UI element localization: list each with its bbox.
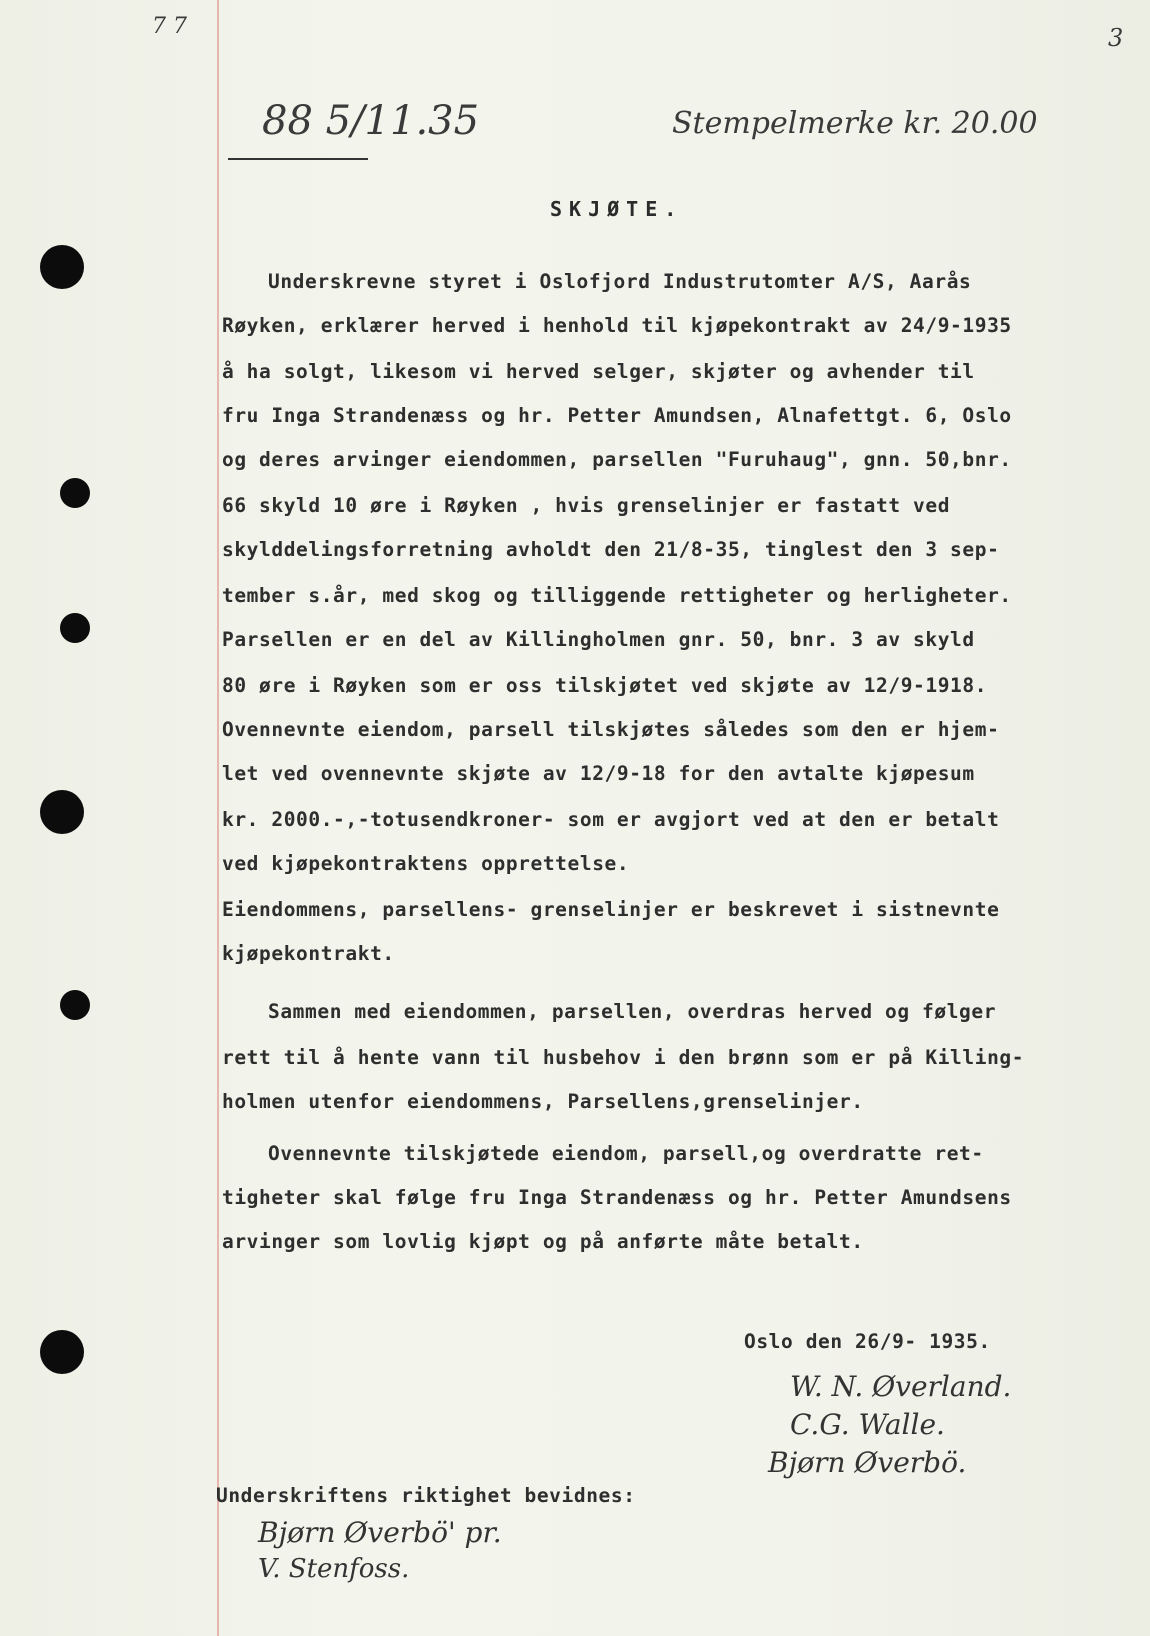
body-line: Underskrevne styret i Oslofjord Industrutomter A/S, Aarås [268,270,972,293]
document-title: SKJØTE. [550,197,684,221]
punch-hole [40,790,84,834]
punch-hole [60,990,90,1020]
punch-hole [60,478,90,508]
witness-signature: Bjørn Øverbö' pr. [258,1516,502,1549]
punch-hole [40,245,84,289]
page-number: 3 [1108,24,1124,52]
body-line: tigheter skal følge fru Inga Strandenæss og hr. Petter Amundsens [222,1186,1012,1209]
body-line: Eiendommens, parsellens- grenselinjer er beskrevet i sistnevnte [222,898,1000,921]
body-line: og deres arvinger eiendommen, parsellen "Furuhaug", gnn. 50,bnr. [222,448,1012,471]
body-line: Røyken, erklærer herved i henhold til kjøpekontrakt av 24/9-1935 [222,314,1012,337]
body-line: 66 skyld 10 øre i Røyken , hvis grenselinjer er fastatt ved [222,494,951,517]
body-line: skylddelingsforretning avholdt den 21/8-35, tinglest den 3 sep- [222,538,1000,561]
margin-line [217,0,219,1636]
body-line: arvinger som lovlig kjøpt og på anførte måte betalt. [222,1230,864,1253]
signature: Bjørn Øverbö. [768,1446,967,1479]
punch-hole [40,1330,84,1374]
signature: C.G. Walle. [790,1408,945,1441]
punch-hole [60,613,90,643]
body-line: holmen utenfor eiendommens, Parsellens,grenselinjer. [222,1090,864,1113]
body-line: Sammen med eiendommen, parsellen, overdras herved og følger [268,1000,997,1023]
signature: W. N. Øverland. [790,1370,1012,1403]
body-line: ved kjøpekontraktens opprettelse. [222,852,630,875]
body-line: å ha solgt, likesom vi herved selger, skjøter og avhender til [222,360,975,383]
body-line: fru Inga Strandenæss og hr. Petter Amundsen, Alnafettgt. 6, Oslo [222,404,1012,427]
body-line: let ved ovennevnte skjøte av 12/9-18 for den avtalte kjøpesum [222,762,975,785]
body-line: Parsellen er en del av Killingholmen gnr. 50, bnr. 3 av skyld [222,628,975,651]
attestation: Underskriftens riktighet bevidnes: [216,1484,636,1507]
body-line: kjøpekontrakt. [222,942,395,965]
body-line: Ovennevnte tilskjøtede eiendom, parsell,og overdratte ret- [268,1142,984,1165]
body-line: rett til å hente vann til husbehov i den brønn som er på Killing- [222,1046,1025,1069]
witness-signature: V. Stenfoss. [258,1554,410,1584]
corner-marks: 7 7 [152,14,187,39]
registration-underline [228,158,368,160]
place-date: Oslo den 26/9- 1935. [744,1330,991,1353]
body-line: tember s.år, med skog og tilliggende rettigheter og herligheter. [222,584,1012,607]
body-line: Ovennevnte eiendom, parsell tilskjøtes således som den er hjem- [222,718,1000,741]
body-line: kr. 2000.-,-totusendkroner- som er avgjort ved at den er betalt [222,808,1000,831]
registration-number: 88 5/11.35 [262,98,480,144]
body-line: 80 øre i Røyken som er oss tilskjøtet ved skjøte av 12/9-1918. [222,674,988,697]
stamp-note: Stempelmerke kr. 20.00 [672,106,1038,141]
